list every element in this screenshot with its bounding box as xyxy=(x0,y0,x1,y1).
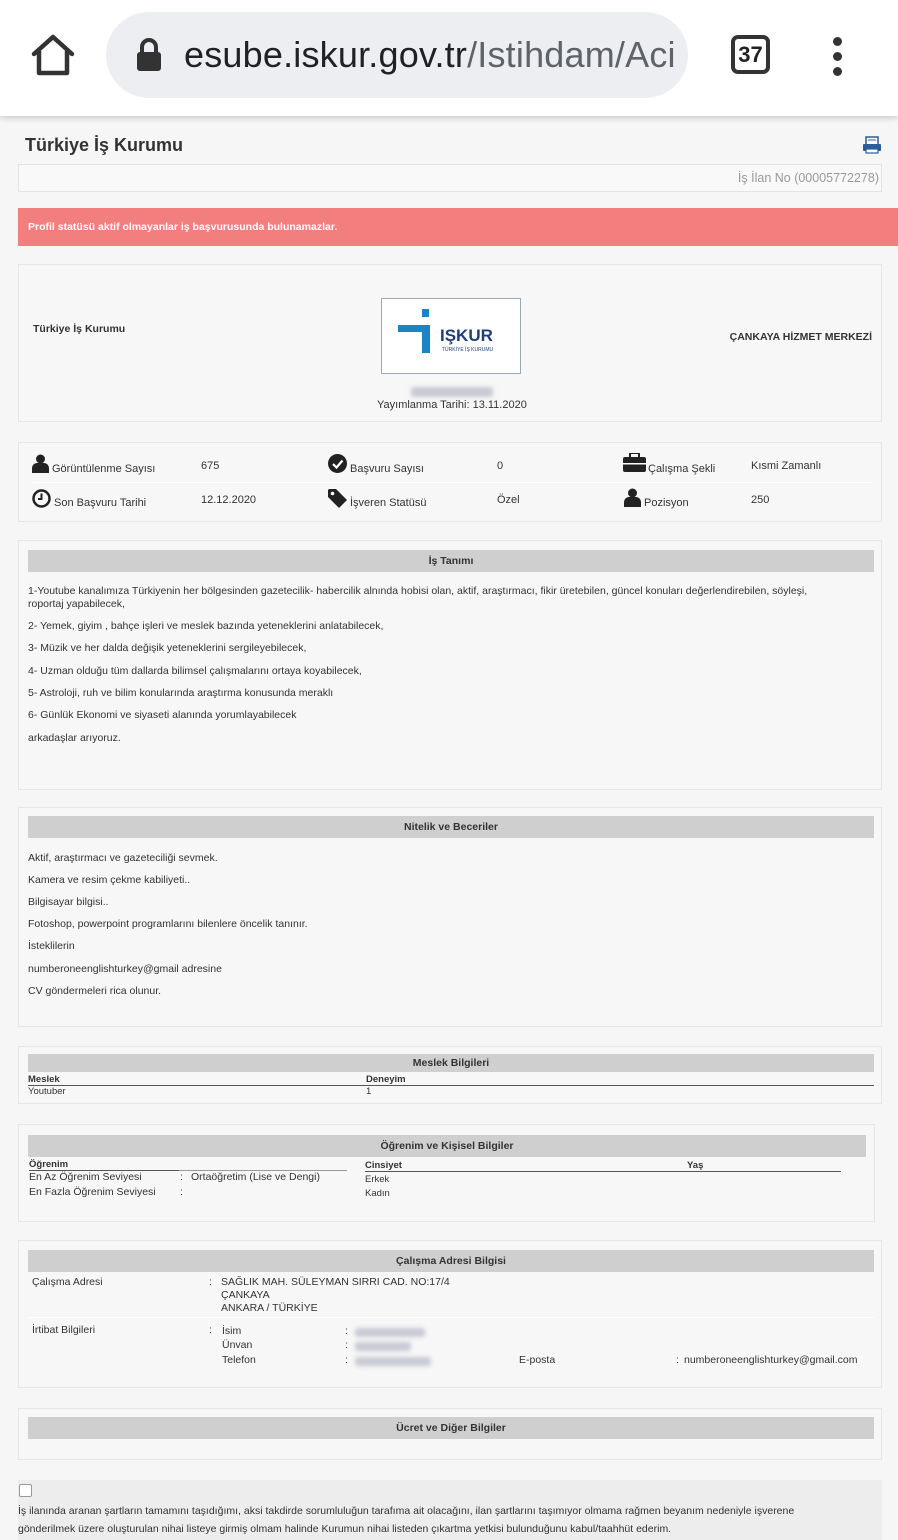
url-path: /Istihdam/Aci xyxy=(467,34,676,75)
stats-panel xyxy=(18,442,882,522)
education-panel xyxy=(18,1124,875,1222)
employer-left-name: Türkiye İş Kurumu xyxy=(33,323,126,335)
home-icon[interactable] xyxy=(30,32,76,78)
redacted-contact-name xyxy=(355,1328,425,1337)
table-divider xyxy=(365,1171,841,1172)
skills-line: Bilgisayar bilgisi.. xyxy=(28,896,109,908)
max-education-label: En Fazla Öğrenim Seviyesi xyxy=(29,1186,156,1198)
profession-panel xyxy=(18,1046,882,1104)
page-title: Türkiye İş Kurumu xyxy=(25,135,184,155)
check-circle-icon xyxy=(328,454,347,473)
views-value: 675 xyxy=(201,460,220,472)
colon: : xyxy=(209,1276,212,1288)
lock-icon xyxy=(136,38,162,72)
education-col-header: Öğrenim xyxy=(29,1159,69,1170)
contact-phone-label: Telefon xyxy=(222,1354,256,1366)
tag-icon xyxy=(328,489,347,508)
logo-text: IŞKUR xyxy=(440,326,493,345)
work-type-value: Kısmi Zamanlı xyxy=(751,460,822,472)
job-description-line: 2- Yemek, giyim , bahçe işleri ve meslek bazında yeteneklerini anlatabilecek, xyxy=(28,620,384,632)
address-panel xyxy=(18,1240,882,1388)
deadline-value: 12.12.2020 xyxy=(201,494,257,506)
colon: : xyxy=(676,1354,679,1366)
listing-number: İş İlan No (00005772278) xyxy=(737,171,879,185)
colon: : xyxy=(345,1339,348,1351)
browser-toolbar xyxy=(0,0,898,116)
consent-section xyxy=(18,1480,882,1540)
profession-title: Meslek Bilgileri xyxy=(28,1054,874,1072)
stats-divider xyxy=(33,482,873,483)
iskur-logo xyxy=(381,298,521,374)
experience-col-header: Deneyim xyxy=(366,1074,406,1085)
email-label: E-posta xyxy=(519,1354,556,1366)
colon: : xyxy=(180,1186,183,1198)
work-type-label: Çalışma Şekli xyxy=(648,463,716,475)
job-description-line: 6- Günlük Ekonomi ve siyaseti alanında yorumlayabilecek xyxy=(28,709,297,721)
more-options-icon[interactable] xyxy=(830,37,844,77)
skills-line: numberoneenglishturkey@gmail adresine xyxy=(28,963,222,975)
work-address-label: Çalışma Adresi xyxy=(32,1276,103,1288)
colon: : xyxy=(209,1324,212,1336)
job-description-line: 4- Uzman olduğu tüm dallarda bilimsel çalışmalarını ortaya koyabilecek, xyxy=(28,665,362,677)
applications-value: 0 xyxy=(497,460,504,472)
skills-title: Nitelik ve Beceriler xyxy=(28,816,874,838)
age-col-header: Yaş xyxy=(687,1160,704,1171)
employer-status-label: İşveren Statüsü xyxy=(350,497,427,509)
person-icon xyxy=(624,488,641,507)
publication-date: Yayımlanma Tarihi: 13.11.2020 xyxy=(377,399,527,411)
salary-title: Ücret ve Diğer Bilgiler xyxy=(28,1417,874,1439)
experience-value: 1 xyxy=(366,1086,372,1097)
skills-line: İsteklilerin xyxy=(28,940,75,952)
row-divider xyxy=(28,1317,874,1318)
user-icon xyxy=(32,454,49,473)
employer-panel xyxy=(18,264,882,422)
gender-value: Kadın xyxy=(365,1188,390,1199)
address-bar[interactable] xyxy=(106,12,688,98)
profession-col-header: Meslek xyxy=(28,1074,60,1085)
consent-line: gönderilmek üzere oluşturulan nihai listeye girmiş olmam halinde Kurumun nihai listeden çıkartma yetkisi bulunduğunu kabul/taahhüt ederim. xyxy=(18,1523,672,1535)
min-education-label: En Az Öğrenim Seviyesi xyxy=(29,1171,142,1183)
listing-number-bar xyxy=(18,164,882,192)
redacted-contact-phone xyxy=(355,1357,431,1366)
contact-label: İrtibat Bilgileri xyxy=(32,1324,96,1336)
logo-subtext: TÜRKİYE İŞ KURUMU xyxy=(442,347,494,353)
job-description-line: roportaj yapabilecek, xyxy=(28,598,125,610)
address-line: ÇANKAYA xyxy=(221,1289,270,1301)
url-host: esube.iskur.gov.tr xyxy=(184,34,468,75)
consent-text xyxy=(18,1502,878,1538)
profession-value: Youtuber xyxy=(28,1086,66,1097)
views-label: Görüntülenme Sayısı xyxy=(52,463,156,475)
redacted-name xyxy=(411,387,493,397)
consent-line: İş ilanında aranan şartların tamamını taşıdığımı, aksi takdirde sorumluluğun tarafıma ait olacağını, ilan şartlarını taşımıyor olmama rağmen beyanım nedeniyle işverene xyxy=(18,1505,795,1517)
position-label: Pozisyon xyxy=(644,497,689,509)
colon: : xyxy=(345,1354,348,1366)
skills-line: Kamera ve resim çekme kabiliyeti.. xyxy=(28,874,191,886)
skills-line: Fotoshop, powerpoint programlarını bilenlere öncelik tanınır. xyxy=(28,918,308,930)
clock-icon xyxy=(32,489,51,508)
applications-label: Başvuru Sayısı xyxy=(350,463,424,475)
job-description-title: İş Tanımı xyxy=(28,550,874,572)
redacted-contact-title xyxy=(355,1342,411,1351)
position-value: 250 xyxy=(751,494,770,506)
min-education-value: Ortaöğretim (Lise ve Dengi) xyxy=(191,1171,320,1183)
colon: : xyxy=(180,1171,183,1183)
profile-status-alert: Profil statüsü aktif olmayanlar iş başvurusunda bulunamazlar. xyxy=(18,208,898,246)
education-title: Öğrenim ve Kişisel Bilgiler xyxy=(28,1135,866,1157)
job-description-line: arkadaşlar arıyoruz. xyxy=(28,732,121,744)
tab-switcher-button[interactable]: 37 xyxy=(731,35,770,74)
contact-name-label: İsim xyxy=(222,1325,242,1337)
employer-status-value: Özel xyxy=(497,494,520,506)
job-description-line: 5- Astroloji, ruh ve bilim konularında araştırma konusunda meraklı xyxy=(28,687,334,699)
deadline-label: Son Başvuru Tarihi xyxy=(54,497,147,509)
employer-office-name: ÇANKAYA HİZMET MERKEZİ xyxy=(729,331,872,343)
address-line: SAĞLIK MAH. SÜLEYMAN SIRRI CAD. NO:17/4 xyxy=(221,1276,450,1288)
url-text xyxy=(184,34,676,76)
colon: : xyxy=(345,1325,348,1337)
skills-panel xyxy=(18,807,882,1027)
gender-value: Erkek xyxy=(365,1174,390,1185)
consent-checkbox[interactable] xyxy=(19,1484,32,1497)
print-icon[interactable] xyxy=(862,136,882,154)
contact-title-label: Ünvan xyxy=(222,1339,253,1351)
page-content xyxy=(0,116,898,1540)
table-divider xyxy=(28,1085,874,1086)
skills-line: Aktif, araştırmacı ve gazeteciliği sevmek. xyxy=(28,852,218,864)
address-title: Çalışma Adresi Bilgisi xyxy=(28,1250,874,1272)
salary-panel xyxy=(18,1408,882,1460)
address-line: ANKARA / TÜRKİYE xyxy=(221,1302,318,1314)
gender-col-header: Cinsiyet xyxy=(365,1160,402,1171)
job-description-line: 3- Müzik ve her dalda değişik yeteneklerini sergileyebilecek, xyxy=(28,642,307,654)
job-description-panel xyxy=(18,540,882,790)
briefcase-icon xyxy=(623,453,646,472)
skills-line: CV göndermeleri rica olunur. xyxy=(28,985,162,997)
job-description-line: 1-Youtube kanalımıza Türkiyenin her bölgesinden gazetecilik- habercilik alnında hobisi olan, aktif, araştırmacı, fikir üretebilen, güncel konuları değerlendirebilen, söyleşi, xyxy=(28,585,808,597)
email-value: numberoneenglishturkey@gmail.com xyxy=(684,1354,858,1366)
